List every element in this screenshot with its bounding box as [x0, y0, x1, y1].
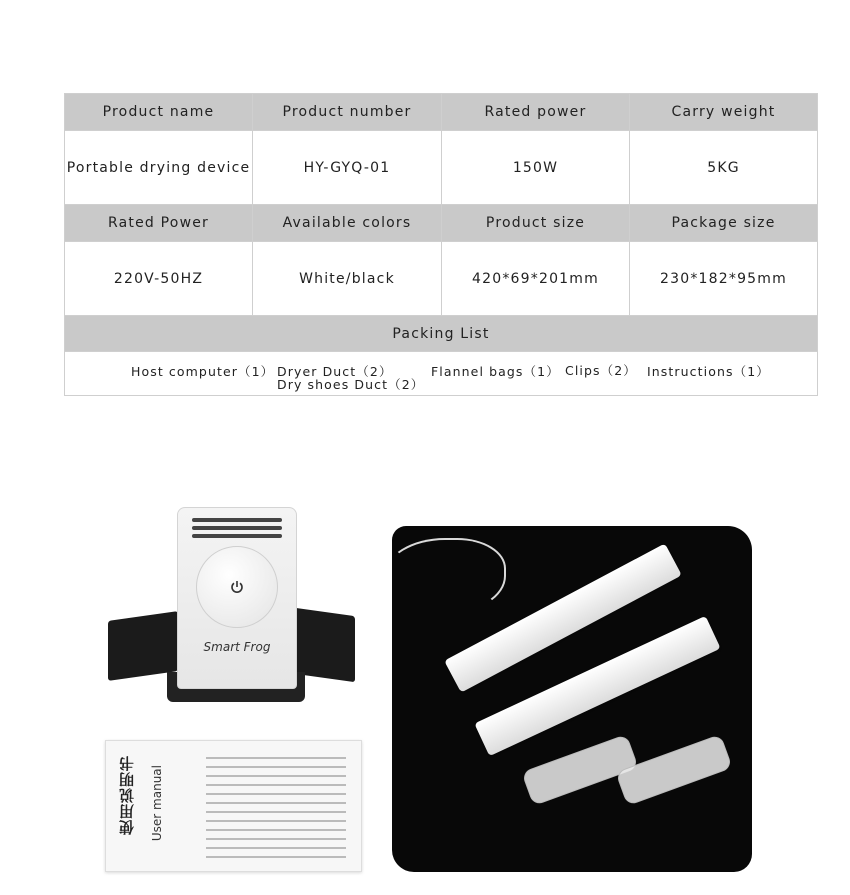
- packing-list-title: Packing List: [65, 316, 818, 352]
- spec-header-row-2: [65, 205, 818, 242]
- packing-item-dry-shoes-duct: Dry shoes Duct（2）: [277, 377, 425, 392]
- header-carry-weight: Carry weight: [630, 94, 818, 131]
- header-rated-voltage: Rated Power: [65, 205, 253, 242]
- value-product-number: HY-GYQ-01: [253, 131, 442, 205]
- manual-text-lines: [206, 757, 346, 865]
- value-product-name: Portable drying device: [65, 131, 253, 205]
- spec-value-row-1: [65, 131, 818, 205]
- brand-logo: Smart Frog: [203, 640, 271, 654]
- manual-subtitle: User manual: [150, 765, 164, 842]
- header-rated-power: Rated power: [442, 94, 630, 131]
- header-product-name: Product name: [65, 94, 253, 131]
- packing-item-flannel-bags: Flannel bags（1）: [431, 364, 560, 379]
- vent-slot: [192, 518, 282, 522]
- drawstring: [384, 538, 506, 614]
- power-icon: [229, 579, 245, 595]
- value-rated-power: 150W: [442, 131, 630, 205]
- packing-item-instructions: Instructions（1）: [647, 364, 770, 379]
- header-package-size: Package size: [630, 205, 818, 242]
- packing-item-clips: Clips（2）: [565, 363, 637, 378]
- packing-list-row: [65, 352, 818, 396]
- packing-item-dryer-duct: Dryer Duct（2）: [277, 364, 393, 379]
- power-button-icon: [196, 546, 278, 628]
- host-left-wing: [108, 611, 178, 681]
- packing-list-cell: [65, 352, 818, 396]
- packing-list-header-row: [65, 316, 818, 352]
- spec-table: [64, 93, 818, 396]
- value-carry-weight: 5KG: [630, 131, 818, 205]
- header-product-size: Product size: [442, 205, 630, 242]
- vent-slot: [192, 526, 282, 530]
- vent-slot: [192, 534, 282, 538]
- manual-title: 使用说明书: [118, 755, 136, 835]
- value-product-size: 420*69*201mm: [442, 242, 630, 316]
- value-package-size: 230*182*95mm: [630, 242, 818, 316]
- value-rated-voltage: 220V-50HZ: [65, 242, 253, 316]
- packing-item-host: Host computer（1）: [131, 364, 275, 379]
- spec-value-row-2: [65, 242, 818, 316]
- header-product-number: Product number: [253, 94, 442, 131]
- host-computer-image: [177, 507, 297, 689]
- user-manual-image: [105, 740, 362, 872]
- header-available-colors: Available colors: [253, 205, 442, 242]
- spec-header-row-1: [65, 94, 818, 131]
- value-available-colors: White/black: [253, 242, 442, 316]
